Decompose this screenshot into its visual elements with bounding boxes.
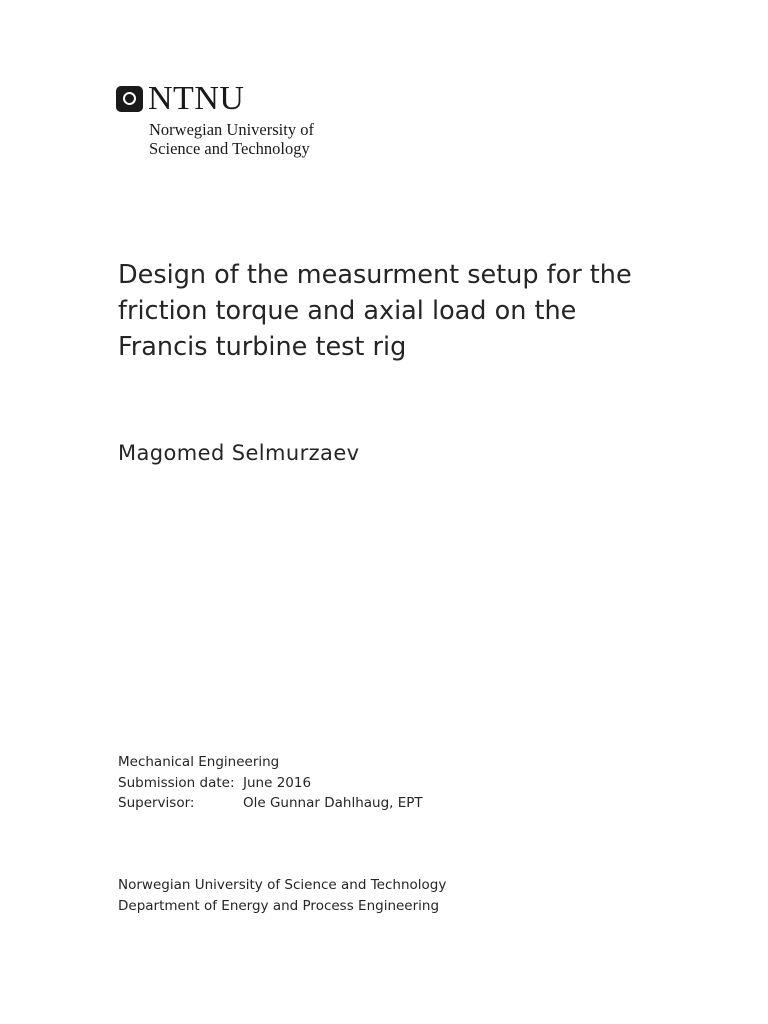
program-row xyxy=(118,752,423,773)
submission-date-row xyxy=(118,773,423,794)
institution-block xyxy=(118,875,446,916)
department-name: Department of Energy and Process Engineering xyxy=(118,897,440,914)
ntnu-logo-icon xyxy=(116,86,143,112)
supervisor-label: Supervisor: xyxy=(118,795,195,811)
thesis-details xyxy=(118,752,423,814)
submission-date-label: Submission date: xyxy=(118,774,235,791)
university-name: Norwegian University of Science and Technology xyxy=(118,877,447,893)
author-name: Magomed Selmurzaev xyxy=(118,441,360,465)
program-name: Mechanical Engineering xyxy=(118,754,280,770)
title-line-3: Francis turbine test rig xyxy=(118,332,407,362)
logo-wordmark: NTNU xyxy=(148,80,245,117)
submission-date-value: June 2016 xyxy=(243,774,312,791)
supervisor-row xyxy=(118,793,423,814)
thesis-title xyxy=(118,257,658,365)
logo-subtitle-line2: Science and Technology xyxy=(149,139,310,158)
supervisor-value: Ole Gunnar Dahlhaug, EPT xyxy=(243,795,423,811)
logo-subtitle xyxy=(149,120,314,158)
title-line-1: Design of the measurment setup for the xyxy=(118,260,632,290)
logo-subtitle-line1: Norwegian University of xyxy=(149,120,314,139)
ntnu-logo xyxy=(116,80,376,164)
title-line-2: friction torque and axial load on the xyxy=(118,296,577,326)
